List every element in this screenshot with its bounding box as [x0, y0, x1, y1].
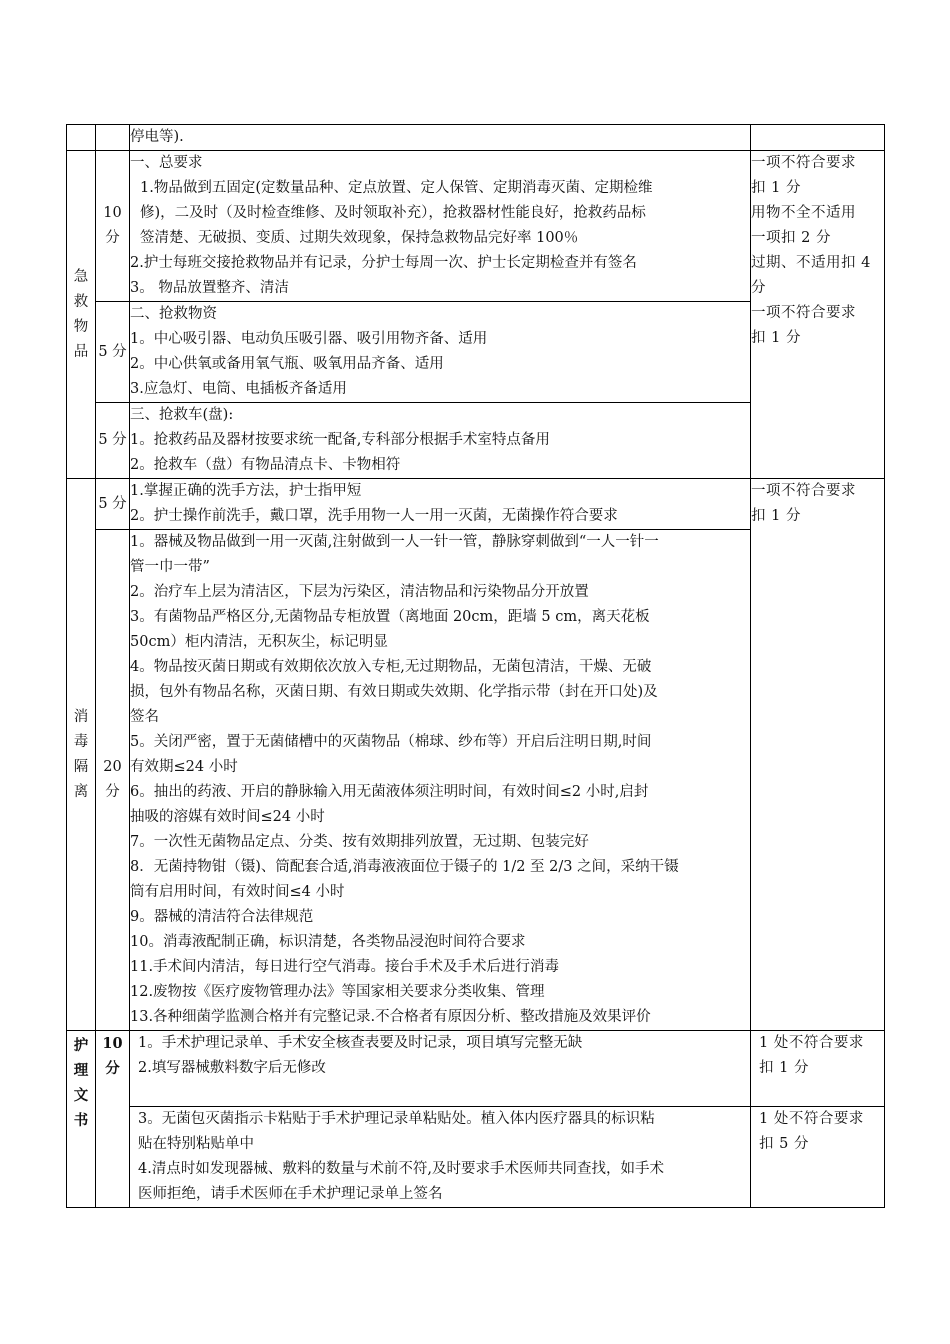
table-row: [67, 479, 885, 530]
content-line: 12.废物按《医疗废物管理办法》等国家相关要求分类收集、管理: [130, 984, 545, 1000]
content-cell: [130, 1031, 751, 1107]
category-disinfection-isolation: 消 毒 隔 离: [67, 479, 96, 1031]
content-line: 抽吸的溶媒有效时间≤24 小时: [130, 809, 325, 825]
content-cell: [130, 125, 751, 151]
content-line: 50cm）柜内清洁，无积灰尘，标记明显: [130, 634, 388, 650]
deduction-cell: 一项不符合要求 扣 1 分 用物不全不适用 一项扣 2 分 过期、不适用扣 4 分 一项不符合要求 扣 1 分: [751, 151, 885, 479]
content-line: 3.应急灯、电筒、电插板齐备适用: [130, 381, 347, 397]
content-line: 3。无菌包灭菌指示卡粘贴于手术护理记录单粘贴处。植入体内医疗器具的标识粘: [138, 1111, 655, 1127]
content-line: 损，包外有物品名称，灭菌日期、有效日期或失效期、化学指示带（封在开口处)及: [130, 684, 658, 700]
content-line: 2。治疗车上层为清洁区，下层为污染区，清洁物品和污染物品分开放置: [130, 584, 589, 600]
content-line: 11.手术间内清洁，每日进行空气消毒。接台手术及手术后进行消毒: [130, 959, 560, 975]
points-cell: 5 分: [96, 302, 130, 403]
content-line: 签清楚、无破损、变质、过期失效现象，保持急救物品完好率 100％: [140, 230, 579, 246]
content-line: 13.各种细菌学监测合格并有完整记录.不合格者有原因分析、整改措施及效果评价: [130, 1009, 651, 1025]
content-line: 8．无菌持物钳（镊)、筒配套合适,消毒液液面位于镊子的 1/2 至 2/3 之间，采纳干镊: [130, 859, 679, 875]
content-cell: [130, 403, 751, 479]
points-cell: 5 分: [96, 479, 130, 530]
content-line: 1。抢救药品及器材按要求统一配备,专科部分根据手术室特点备用: [130, 432, 550, 448]
content-cell: [130, 479, 751, 530]
category-cell: [67, 125, 96, 151]
content-line: 3。 物品放置整齐、清洁: [130, 280, 289, 296]
content-line: 7。一次性无菌物品定点、分类、按有效期排列放置，无过期、包装完好: [130, 834, 589, 850]
content-line: 筒有启用时间，有效时间≤4 小时: [130, 884, 345, 900]
content-cell: [130, 151, 751, 302]
content-line: 二、抢救物资: [130, 306, 217, 322]
deduction-cell: [751, 125, 885, 151]
content-line: 4.清点时如发现器械、敷料的数量与术前不符,及时要求手术医师共同查找，如手术: [138, 1161, 664, 1177]
deduction-cell: 1 处不符合要求 扣 1 分: [751, 1031, 885, 1107]
points-cell: 20 分: [96, 530, 130, 1031]
category-emergency-supplies: 急 救 物 品: [67, 151, 96, 479]
table-row: [67, 1031, 885, 1107]
content-cell: [130, 1107, 751, 1208]
content-line: 10。消毒液配制正确，标识清楚，各类物品浸泡时间符合要求: [130, 934, 526, 950]
content-line: 4。物品按灭菌日期或有效期依次放入专柜,无过期物品，无菌包清洁，干燥、无破: [130, 659, 652, 675]
content-line: 1.掌握正确的洗手方法，护士指甲短: [130, 483, 362, 499]
content-line: 贴在特别粘贴单中: [138, 1136, 254, 1152]
content-line: 5。关闭严密，置于无菌储槽中的灭菌物品（棉球、纱布等）开启后注明日期,时间: [130, 734, 652, 750]
content-line: 管一巾一带”: [130, 559, 210, 575]
content-cell: [130, 302, 751, 403]
inspection-table: [66, 124, 885, 1208]
content-cell: [130, 530, 751, 1031]
content-line: 1。中心吸引器、电动负压吸引器、吸引用物齐备、适用: [130, 331, 488, 347]
content-line: 2。抢救车（盘）有物品清点卡、卡物相符: [130, 457, 401, 473]
content-line: 6。抽出的药液、开启的静脉输入用无菌液体须注明时间，有效时间≤2 小时,启封: [130, 784, 649, 800]
content-line: 医师拒绝，请手术医师在手术护理记录单上签名: [138, 1186, 443, 1202]
deduction-cell: 1 处不符合要求 扣 5 分: [751, 1107, 885, 1208]
content-line: 1.物品做到五固定(定数量品种、定点放置、定人保管、定期消毒灭菌、定期检维: [140, 180, 653, 196]
content-line: 2.填写器械敷料数字后无修改: [138, 1060, 326, 1076]
content-line: 2。中心供氧或备用氧气瓶、吸氧用品齐备、适用: [130, 356, 444, 372]
content-line: 2.护士每班交接抢救物品并有记录，分护士每周一次、护士长定期检查并有签名: [130, 255, 637, 271]
deduction-cell: 一项不符合要求 扣 1 分: [751, 479, 885, 1031]
content-line: 3。有菌物品严格区分,无菌物品专柜放置（离地面 20cm，距墙 5 cm，离天花板: [130, 609, 650, 625]
table-row: [67, 125, 885, 151]
points-cell: 10 分: [96, 1031, 130, 1208]
category-nursing-records: 护 理 文 书: [67, 1031, 96, 1208]
content-line: 有效期≤24 小时: [130, 759, 238, 775]
content-line: 2。护士操作前洗手，戴口罩，洗手用物一人一用一灭菌，无菌操作符合要求: [130, 508, 618, 524]
content-line: 修)，二及时（及时检查维修、及时领取补充），抢救器材性能良好，抢救药品标: [140, 205, 646, 221]
content-line: 一、总要求: [130, 155, 203, 171]
points-cell: 5 分: [96, 403, 130, 479]
content-line: 签名: [130, 709, 159, 725]
table-row: [67, 1107, 885, 1208]
content-line: 9。器械的清洁符合法律规范: [130, 909, 314, 925]
content-line: 1。器械及物品做到一用一灭菌,注射做到一人一针一管，静脉穿刺做到“一人一针一: [130, 534, 659, 550]
content-line: 1。手术护理记录单、手术安全核查表要及时记录，项目填写完整无缺: [138, 1035, 583, 1051]
points-cell: 10 分: [96, 151, 130, 302]
points-cell: [96, 125, 130, 151]
content-line: 三、抢救车(盘):: [130, 407, 234, 423]
content-line: 停电等).: [130, 129, 184, 145]
table-row: [67, 151, 885, 302]
